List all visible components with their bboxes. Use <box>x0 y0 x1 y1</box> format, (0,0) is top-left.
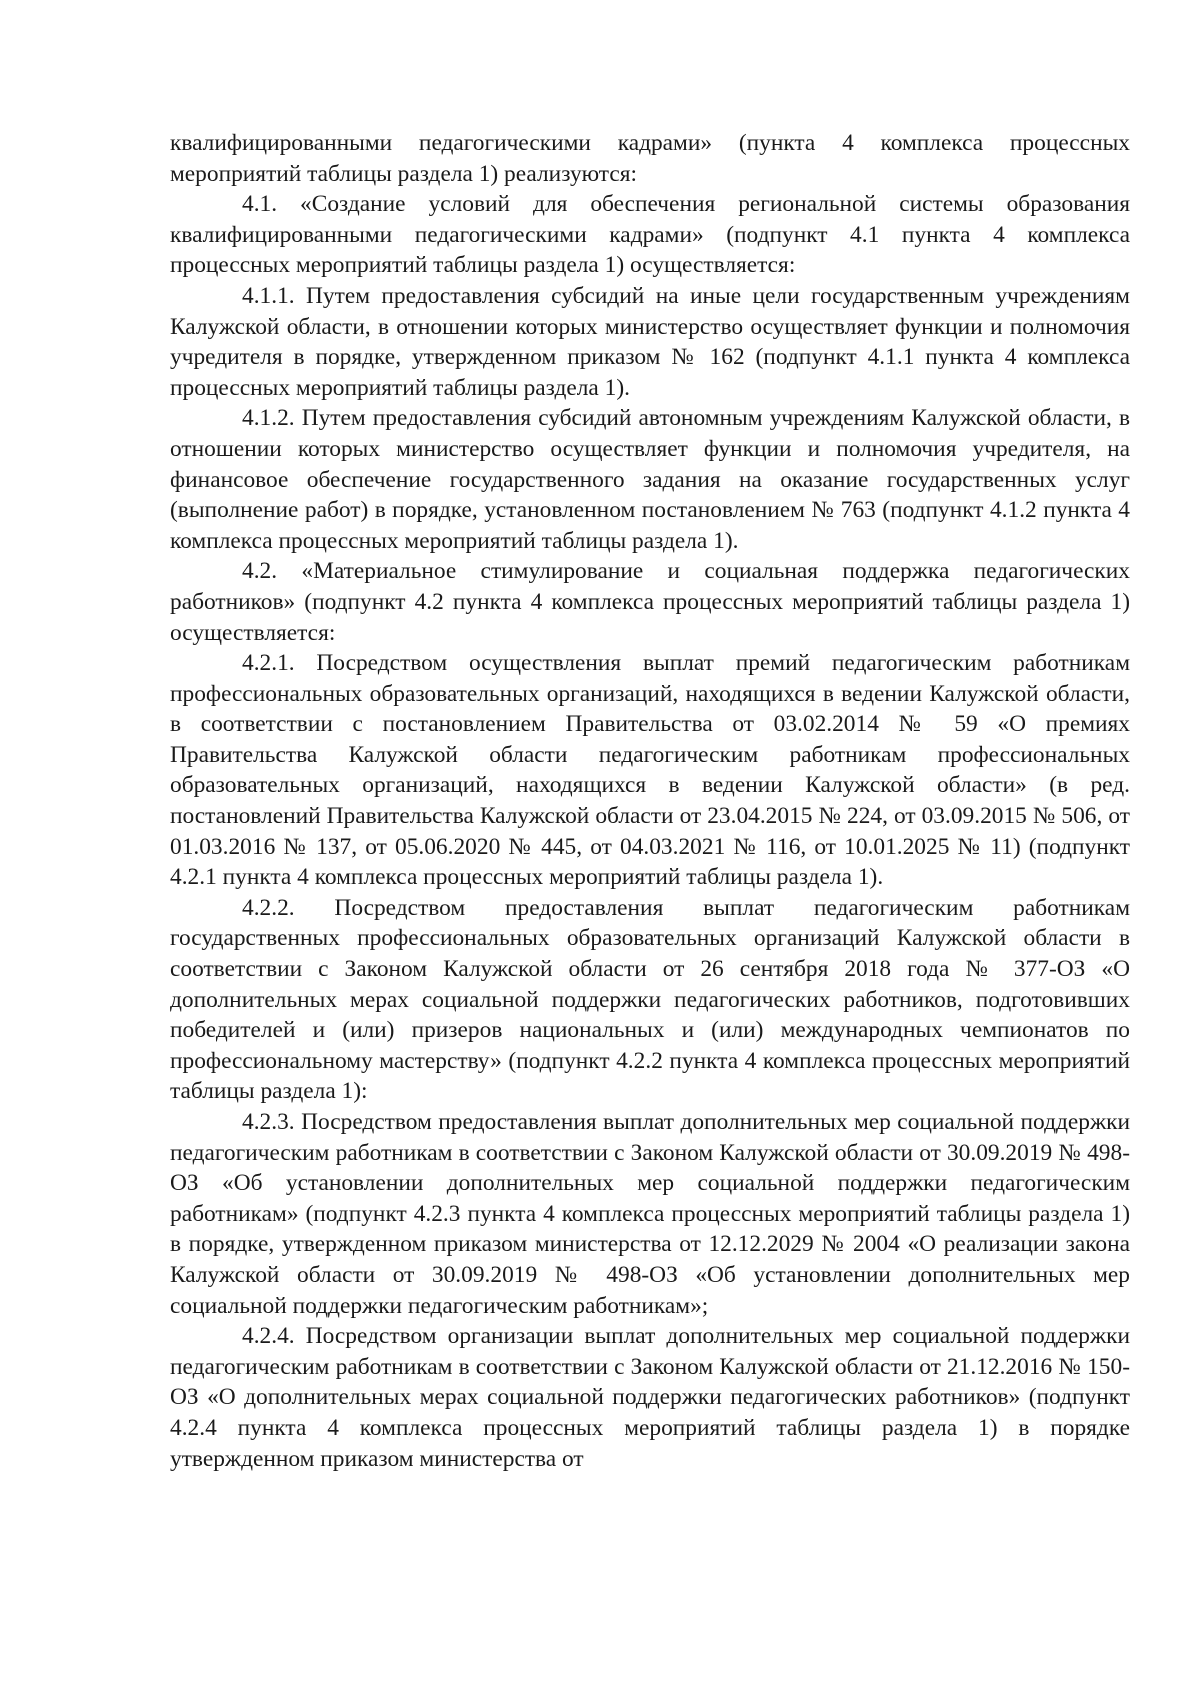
paragraph-4-1-2: 4.1.2. Путем предоставления субсидий автономным учреждениям Калужской области, в отношении которых министерство осуществляет функции и полномочия учредителя, на финансовое обеспечение государственного задания на оказание государственных услуг (выполнение работ) в порядке, установленном постановлением № 763 (подпункт 4.1.2 пункта 4 комплекса процессных мероприятий таблицы раздела 1). <box>170 405 1130 554</box>
paragraph-4-1: 4.1. «Создание условий для обеспечения региональной системы образования квалифицированными педагогическими кадрами» (подпункт 4.1 пункта 4 комплекса процессных мероприятий таблицы раздела 1) осуществляется: <box>170 191 1130 279</box>
paragraph-4-2-2: 4.2.2. Посредством предоставления выплат педагогическим работникам государственных профессиональных образовательных организаций Калужской области в соответствии с Законом Калужской области от 26 сентября 2018 года № 377-ОЗ «О дополнительных мерах социальной поддержки педагогических работников, подготовивших победителей и (или) призеров национальных и (или) международных чемпионатов по профессиональному мастерству» (подпункт 4.2.2 пункта 4 комплекса процессных мероприятий таблицы раздела 1): <box>170 894 1130 1105</box>
paragraph-4-2: 4.2. «Материальное стимулирование и социальная поддержка педагогических работников» (подпункт 4.2 пункта 4 комплекса процессных мероприятий таблицы раздела 1) осуществляется: <box>170 558 1130 646</box>
document-body <box>170 128 1130 1474</box>
paragraph-4-2-1: 4.2.1. Посредством осуществления выплат премий педагогическим работникам профессиональных образовательных организаций, находящихся в ведении Калужской области, в соответствии с постановлением Правительства от 03.02.2014 № 59 «О премиях Правительства Калужской области педагогическим работникам профессиональных образовательных организаций, находящихся в ведении Калужской области» (в ред. постановлений Правительства Калужской области от 23.04.2015 № 224, от 03.09.2015 № 506, от 01.03.2016 № 137, от 05.06.2020 № 445, от 04.03.2021 № 116, от 10.01.2025 № 11) (подпункт 4.2.1 пункта 4 комплекса процессных мероприятий таблицы раздела 1). <box>170 650 1130 891</box>
paragraph-continuation: квалифицированными педагогическими кадрами» (пункта 4 комплекса процессных мероприятий таблицы раздела 1) реализуются: <box>170 130 1130 187</box>
paragraph-4-2-4: 4.2.4. Посредством организации выплат дополнительных мер социальной поддержки педагогическим работникам в соответствии с Законом Калужской области от 21.12.2016 № 150-ОЗ «О дополнительных мерах социальной поддержки педагогических работников» (подпункт 4.2.4 пункта 4 комплекса процессных мероприятий таблицы раздела 1) в порядке утвержденном приказом министерства от <box>170 1323 1130 1472</box>
paragraph-4-1-1: 4.1.1. Путем предоставления субсидий на иные цели государственным учреждениям Калужской области, в отношении которых министерство осуществляет функции и полномочия учредителя в порядке, утвержденном приказом № 162 (подпункт 4.1.1 пункта 4 комплекса процессных мероприятий таблицы раздела 1). <box>170 282 1130 401</box>
paragraph-4-2-3: 4.2.3. Посредством предоставления выплат дополнительных мер социальной поддержки педагогическим работникам в соответствии с Законом Калужской области от 30.09.2019 № 498-ОЗ «Об установлении дополнительных мер социальной поддержки педагогическим работникам» (подпункт 4.2.3 пункта 4 комплекса процессных мероприятий таблицы раздела 1) в порядке, утвержденном приказом министерства от 12.12.2029 № 2004 «О реализации закона Калужской области от 30.09.2019 № 498-ОЗ «Об установлении дополнительных мер социальной поддержки педагогическим работникам»; <box>170 1109 1130 1319</box>
